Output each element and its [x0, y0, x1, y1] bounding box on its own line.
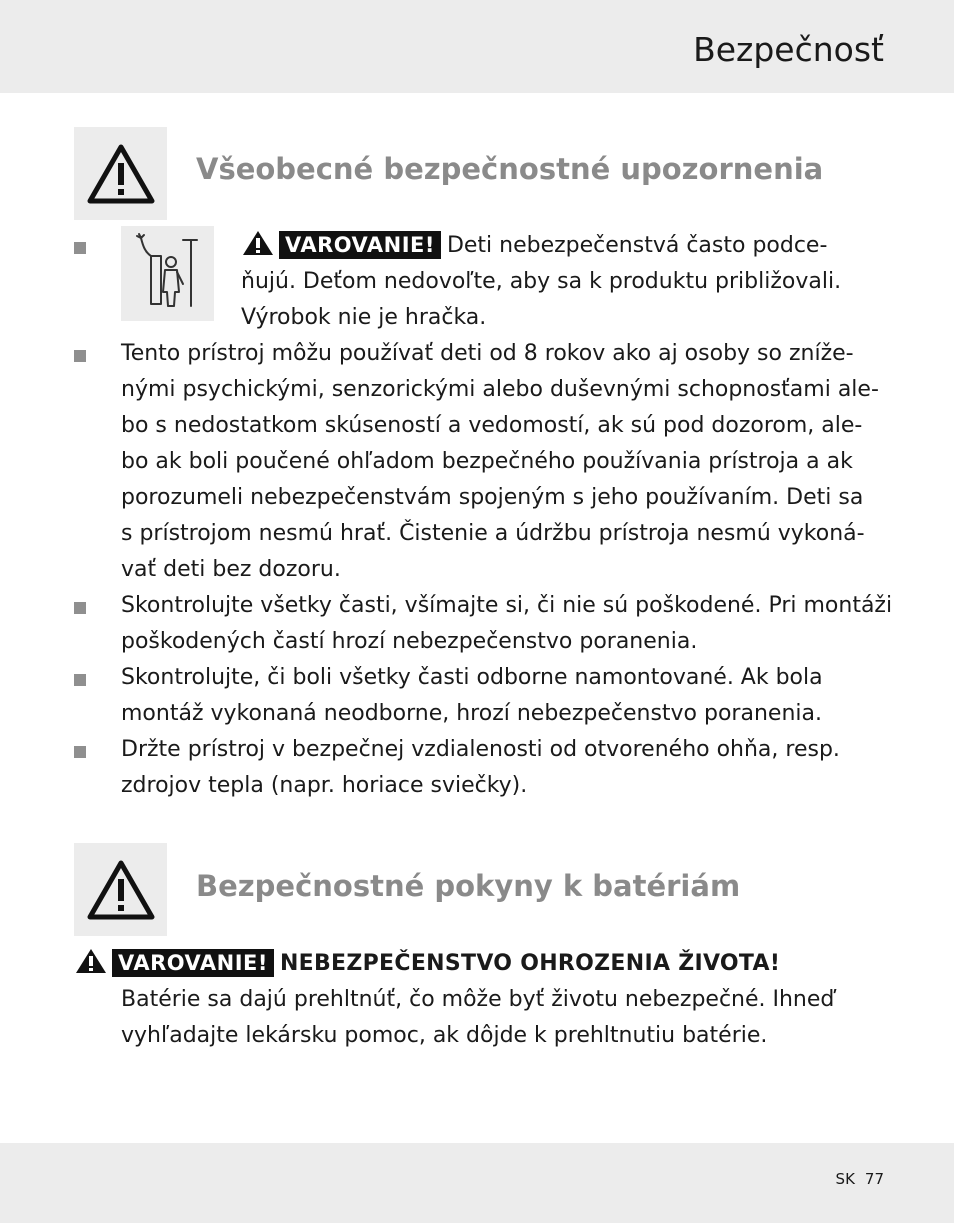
- bullet: [74, 602, 86, 614]
- warning-triangle-icon: [86, 143, 156, 205]
- warning-triangle-icon: [86, 859, 156, 921]
- footer-band: [0, 1143, 954, 1223]
- list-item: [121, 732, 840, 804]
- warning-triangle-icon: [241, 229, 275, 257]
- battery-warning-heading: NEBEZPEČENSTVO OHROZENIA ŽIVOTA!: [279, 951, 781, 976]
- warning-line: ňujú. Deťom nedovoľte, aby sa k produktu približovali.: [241, 269, 842, 294]
- list-item-line: Držte prístroj v bezpečnej vzdialenosti od otvoreného ohňa, resp.: [121, 737, 840, 762]
- list-item-line: vať deti bez dozoru.: [121, 557, 341, 582]
- bullet: [74, 674, 86, 686]
- list-item-line: nými psychickými, senzorickými alebo duševnými schopnosťami ale-: [121, 377, 879, 402]
- section2-title: Bezpečnostné pokyny k batériám: [196, 869, 741, 903]
- footer: [826, 1170, 884, 1188]
- battery-warning-line: Batérie sa dajú prehltnúť, čo môže byť životu nebezpečné. Ihneď: [121, 987, 835, 1012]
- list-item-line: s prístrojom nesmú hrať. Čistenie a údržbu prístroja nesmú vykoná-: [121, 521, 865, 546]
- bullet: [74, 746, 86, 758]
- list-item-line: Skontrolujte všetky časti, všímajte si, či nie sú poškodené. Pri montáži: [121, 593, 893, 618]
- list-item-line: porozumeli nebezpečenstvám spojeným s jeho používaním. Deti sa: [121, 485, 864, 510]
- varovanie-tag: VAROVANIE!: [279, 231, 441, 259]
- bullet: [74, 242, 86, 254]
- list-item-line: montáž vykonaná neodborne, hrozí nebezpečenstvo poranenia.: [121, 701, 822, 726]
- page-title: Bezpečnosť: [693, 30, 884, 69]
- list-item: [121, 336, 879, 588]
- list-item-line: bo ak boli poučené ohľadom bezpečného používania prístroja a ak: [121, 449, 853, 474]
- list-item-line: zdrojov tepla (napr. horiace sviečky).: [121, 773, 528, 798]
- list-item: [121, 588, 892, 660]
- bullet: [74, 350, 86, 362]
- battery-warning: [74, 946, 780, 982]
- section1-title: Všeobecné bezpečnostné upozornenia: [196, 152, 824, 186]
- list-item-line: Skontrolujte, či boli všetky časti odborne namontované. Ak bola: [121, 665, 823, 690]
- warning-line: Deti nebezpečenstvá často podce-: [446, 233, 828, 258]
- page-number: 77: [864, 1170, 884, 1188]
- child-safety-box: [121, 226, 214, 321]
- warning-item-text: [241, 228, 841, 336]
- list-item-line: Tento prístroj môžu používať deti od 8 rokov ako aj osoby so zníže-: [121, 341, 854, 366]
- list-item-line: bo s nedostatkom skúseností a vedomostí, ak sú pod dozorom, ale-: [121, 413, 863, 438]
- list-item: [121, 660, 823, 732]
- varovanie-tag: VAROVANIE!: [112, 949, 274, 977]
- warning-line: Výrobok nie je hračka.: [241, 305, 487, 330]
- section1-warning-box: [74, 127, 167, 220]
- footer-lang: SK: [835, 1170, 855, 1188]
- warning-triangle-icon: [74, 947, 108, 975]
- child-safety-icon: [121, 226, 214, 321]
- battery-warning-text: [121, 982, 834, 1054]
- section2-warning-box: [74, 843, 167, 936]
- list-item-line: poškodených častí hrozí nebezpečenstvo poranenia.: [121, 629, 698, 654]
- battery-warning-line: vyhľadajte lekársku pomoc, ak dôjde k prehltnutiu batérie.: [121, 1023, 768, 1048]
